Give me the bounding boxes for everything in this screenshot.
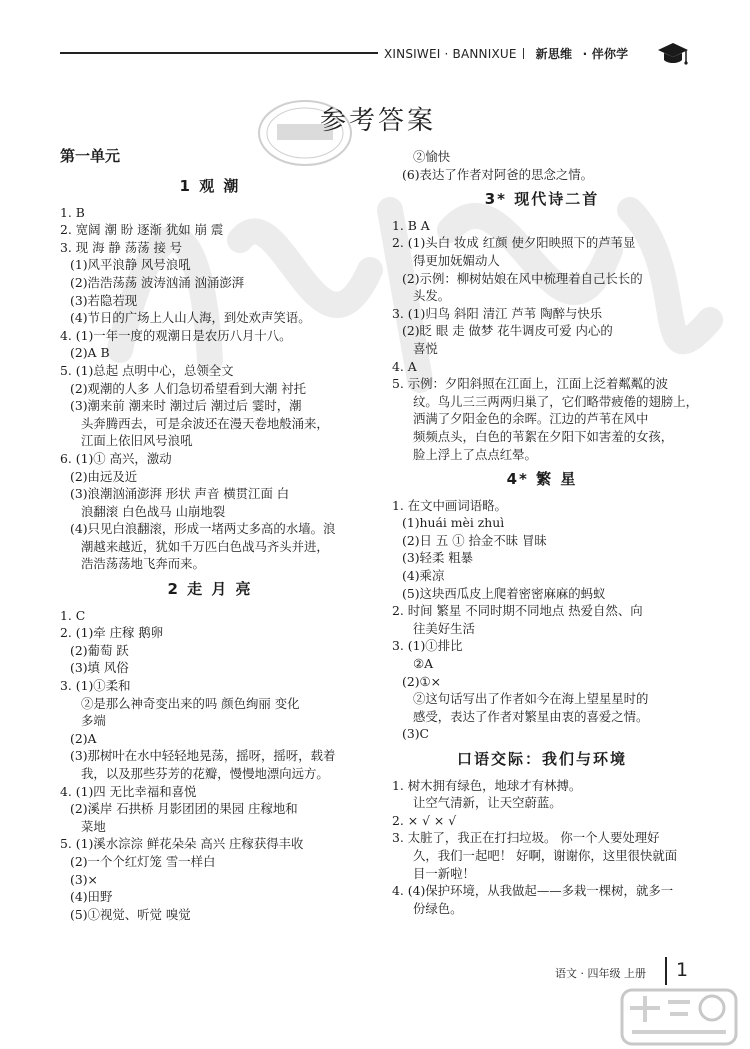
answer-line: (2)一个个红灯笼 雪一样白 xyxy=(70,853,216,869)
left-answer-column xyxy=(60,178,360,923)
answer-line: (1)huái mèi zhuì xyxy=(402,515,505,531)
answer-line: (3)若隐若现 xyxy=(70,292,138,308)
answer-line: (3)填 风俗 xyxy=(70,660,129,676)
answer-line: (4)田野 xyxy=(70,889,113,905)
answer-line: 头奔腾西去，可是余波还在漫天卷地般涌来， xyxy=(81,415,329,431)
answer-line: 潮越来越近，犹如千万匹白色战马齐头并进， xyxy=(81,538,329,554)
answer-site-logo xyxy=(620,988,738,1046)
answer-line: 得更加妩媚动人 xyxy=(413,252,500,268)
answer-line: (3)那树叶在水中轻轻地晃荡，摇呀，摇呀，载着 xyxy=(70,748,336,764)
answer-line: 5. (1)溪水淙淙 鲜花朵朵 高兴 庄稼获得丰收 xyxy=(60,836,304,852)
section-heading: 4* 繁 星 xyxy=(506,470,578,489)
answer-line: 3. 现 海 静 荡荡 接 号 xyxy=(60,239,183,255)
answer-line: ②愉快 xyxy=(413,149,451,164)
answer-line: 浩浩荡荡地飞奔而来。 xyxy=(81,556,205,572)
footer-subject: 语文 · 四年级 上册 xyxy=(555,967,646,980)
answer-line: (2)眨 眼 走 做梦 花牛调皮可爱 内心的 xyxy=(402,323,613,339)
answer-line: (2)A B xyxy=(70,345,110,361)
answer-line: 多端 xyxy=(81,713,106,729)
answer-line: 2. × √ × √ xyxy=(392,812,457,828)
answer-line: 5. (1)总起 点明中心，总领全文 xyxy=(60,362,234,378)
answer-line: 感受，表达了作者对繁星由衷的喜爱之情。 xyxy=(413,708,649,724)
answer-line: (4)只见白浪翻滚，形成一堵两丈多高的水墙。浪 xyxy=(70,521,336,537)
answer-line: 5. 示例：夕阳斜照在江面上，江面上泛着粼粼的波 xyxy=(392,376,668,392)
answer-line: (3)浪潮汹涌澎湃 形状 声音 横贯江面 白 xyxy=(70,486,290,502)
header-rule xyxy=(60,52,378,54)
brand-cn-1: 新思维 xyxy=(535,47,573,61)
answer-line: (2)观潮的人多 人们急切希望看到大潮 衬托 xyxy=(70,380,307,396)
answer-line: (3)潮来前 潮来时 潮过后 潮过后 霎时，潮 xyxy=(70,398,302,414)
answer-line: 3. (1)归鸟 斜阳 清江 芦苇 陶醉与快乐 xyxy=(392,305,603,321)
answer-line: 份绿色。 xyxy=(413,900,463,916)
answer-line: ②是那么神奇变出来的吗 颜色绚丽 变化 xyxy=(81,695,300,711)
answer-line: 4. (4)保护环境，从我做起——多栽一棵树，就多一 xyxy=(392,883,674,899)
header-brand: XINSIWEI · BANNIXUE 新思维 · 伴你学 xyxy=(384,47,629,61)
answer-line: (2)示例：柳树姑娘在风中梳理着自己长长的 xyxy=(402,270,643,286)
answer-line: 1. B A xyxy=(392,217,430,233)
answer-line: (2)浩浩荡荡 波涛汹涌 汹涌澎湃 xyxy=(70,274,245,290)
answer-line: 2. 时间 繁星 不同时期不同地点 热爱自然、向 xyxy=(392,603,643,619)
answer-line: (2)溪岸 石拱桥 月影团团的果园 庄稼地和 xyxy=(70,801,298,817)
section-heading: 2 走 月 亮 xyxy=(167,580,253,599)
answer-line: 3. (1)①排比 xyxy=(392,638,463,654)
answer-line: ②这句话写出了作者如今在海上望星星时的 xyxy=(413,691,649,707)
answer-line: (4)乘凉 xyxy=(402,568,445,584)
page-number: 1 xyxy=(676,959,689,981)
answer-line: 久，我们一起吧！ 好啊，谢谢你，这里很快就面 xyxy=(413,847,678,863)
answer-line: 4. A xyxy=(392,358,417,374)
answer-line: (5)这块西瓜皮上爬着密密麻麻的蚂蚁 xyxy=(402,585,606,601)
answer-line: (6)表达了作者对阿爸的思念之情。 xyxy=(402,166,594,182)
answer-line: (2)A xyxy=(70,730,97,746)
answer-line: 2. (1)头白 妆成 红颜 使夕阳映照下的芦苇显 xyxy=(392,235,636,251)
footer-divider xyxy=(665,957,667,985)
answer-line: 1. B xyxy=(60,204,85,220)
answer-line: 3. (1)①柔和 xyxy=(60,678,131,694)
answer-line: 6. (1)① 高兴，激动 xyxy=(60,450,172,466)
brand-latin: XINSIWEI · BANNIXUE xyxy=(384,47,517,61)
answer-line: 3. 太脏了，我正在打扫垃圾。 你一个人要处理好 xyxy=(392,830,660,846)
right-answer-column xyxy=(392,148,698,917)
page-title: 参考答案 xyxy=(320,106,437,136)
answer-line: (1)风平浪静 风号浪吼 xyxy=(70,257,191,273)
answer-line: 菜地 xyxy=(81,818,106,834)
answer-line: 让空气清新，让天空蔚蓝。 xyxy=(413,795,562,811)
answer-line: 2. 宽阔 潮 盼 逐渐 犹如 崩 震 xyxy=(60,222,224,238)
answer-line: 往美好生活 xyxy=(413,620,475,636)
answer-line: (2)①× xyxy=(402,673,442,689)
answer-line: 浪翻滚 白色战马 山崩地裂 xyxy=(81,503,226,519)
graduation-cap-icon xyxy=(656,40,690,68)
answer-line: (3)轻柔 粗暴 xyxy=(402,550,474,566)
answer-line: 纹。鸟儿三三两两归巢了，它们略带疲倦的翅膀上， xyxy=(413,393,698,409)
answer-line: (5)①视觉、听觉 嗅觉 xyxy=(70,906,191,922)
answer-line: 头发。 xyxy=(413,288,451,304)
header-separator xyxy=(523,48,524,59)
answer-line: (2)由远及近 xyxy=(70,468,138,484)
answer-line: (4)节日的广场上人山人海，到处欢声笑语。 xyxy=(70,310,311,326)
answer-line: 2. (1)牵 庄稼 鹅卵 xyxy=(60,625,164,641)
answer-line: 4. (1)四 无比幸福和喜悦 xyxy=(60,783,197,799)
answer-line: 江面上依旧风号浪吼 xyxy=(81,433,193,449)
section-heading: 口语交际：我们与环境 xyxy=(456,750,627,768)
answer-line: 喜悦 xyxy=(413,340,438,356)
answer-line: 频频点头，白色的苇絮在夕阳下如害羞的女孩， xyxy=(413,428,674,444)
answer-line: 1. 树木拥有绿色，地球才有林搏。 xyxy=(392,777,582,793)
answer-line: 目一新啦！ xyxy=(413,865,475,881)
section-heading: 1 观 潮 xyxy=(179,177,241,195)
answer-line: (2)日 五 ① 拾金不昧 冒昧 xyxy=(402,532,547,548)
answer-line: 1. C xyxy=(60,607,86,623)
answer-line: 脸上浮上了点点红晕。 xyxy=(413,446,537,462)
section-heading: 3* 现代诗二首 xyxy=(484,190,600,209)
answer-line: 1. 在文中画词语略。 xyxy=(392,497,507,513)
answer-line: 4. (1)一年一度的观潮日是农历八月十八。 xyxy=(60,327,292,343)
answer-line: 我，以及那些芬芳的花瓣，慢慢地漂向远方。 xyxy=(81,766,329,781)
answer-line: 洒满了夕阳金色的余晖。江边的芦苇在风中 xyxy=(413,411,649,427)
answer-line: (2)葡萄 跃 xyxy=(70,642,129,658)
brand-cn-2: 伴你学 xyxy=(591,47,629,61)
answer-line: (3)C xyxy=(402,726,430,742)
answer-line: ②A xyxy=(413,656,434,672)
unit-title: 第一单元 xyxy=(60,147,121,165)
answer-line: (3)× xyxy=(70,871,98,887)
